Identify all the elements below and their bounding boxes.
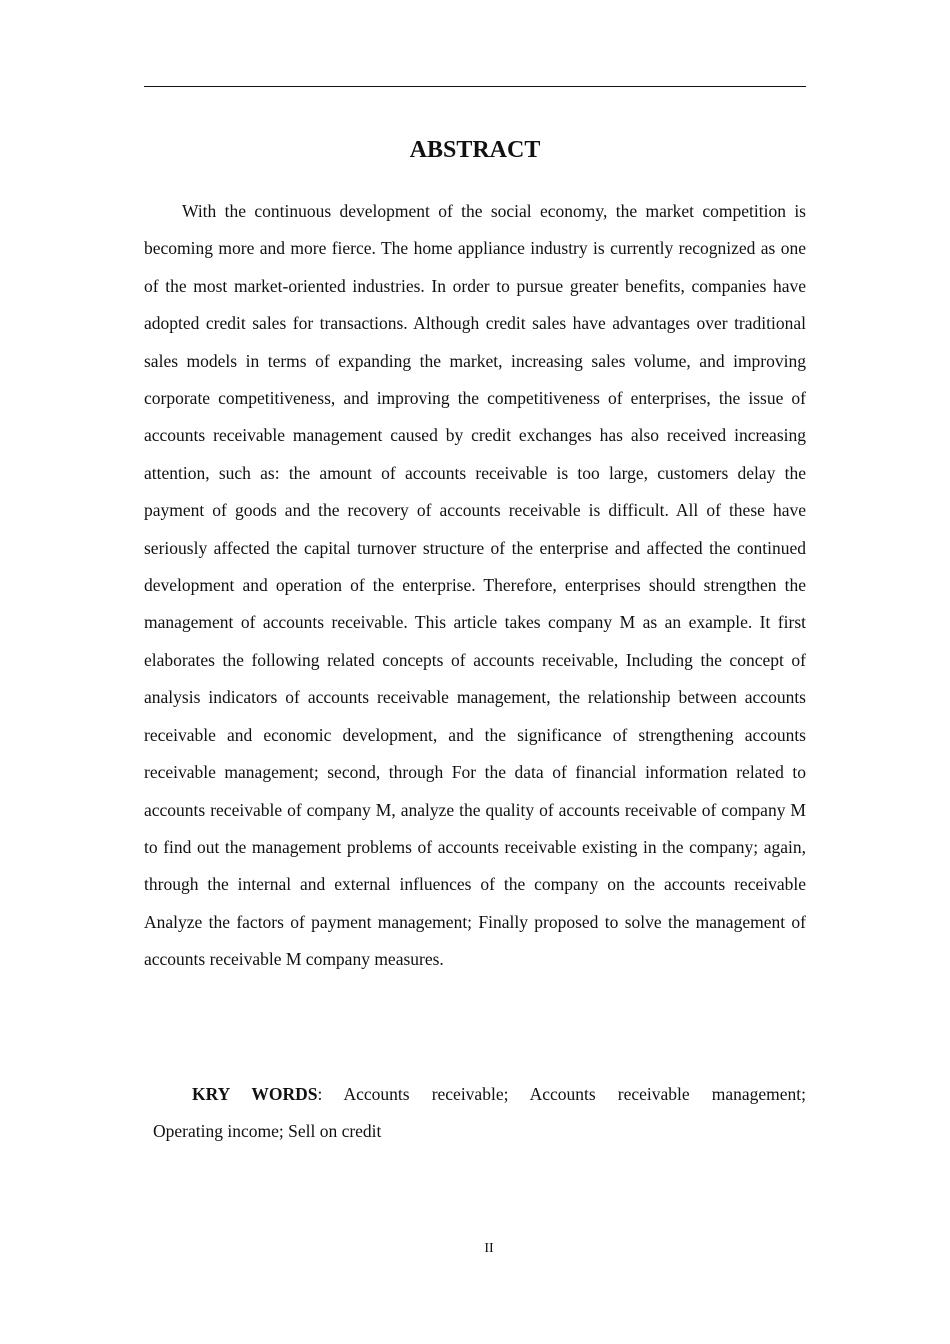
keywords-block [144, 1076, 806, 1151]
keywords-line-1 [144, 1076, 806, 1113]
abstract-paragraph: With the continuous development of the social economy, the market competition is becoming more and more fierce. The home appliance industry is currently recognized as one of the most market-oriented industries. In order to pursue greater benefits, companies have adopted credit sales for transactions. Although credit sales have advantages over traditional sales models in terms of expanding the market, increasing sales volume, and improving corporate competitiveness, and improving the competitiveness of enterprises, the issue of accounts receivable management caused by credit exchanges has also received increasing attention, such as: the amount of accounts receivable is too large, customers delay the payment of goods and the recovery of accounts receivable is difficult. All of these have seriously affected the capital turnover structure of the enterprise and affected the continued development and operation of the enterprise. Therefore, enterprises should strengthen the management of accounts receivable. This article takes company M as an example. It first elaborates the following related concepts of accounts receivable, Including the concept of analysis indicators of accounts receivable management, the relationship between accounts receivable and economic development, and the significance of strengthening accounts receivable management; second, through For the data of financial information related to accounts receivable of company M, analyze the quality of accounts receivable of company M to find out the management problems of accounts receivable existing in the company; again, through the internal and external influences of the company on the accounts receivable Analyze the factors of payment management; Finally proposed to solve the management of accounts receivable M company measures. [144, 201, 806, 970]
header-rule [144, 86, 806, 87]
page-number: II [484, 1241, 494, 1256]
keywords-text-1: Accounts receivable; Accounts receivable management; [322, 1084, 806, 1104]
keywords-separator: : [317, 1084, 323, 1104]
keywords-label: KRY WORDS [192, 1084, 318, 1104]
page-title: ABSTRACT [409, 137, 541, 163]
keywords-line-2: Operating income; Sell on credit [153, 1121, 382, 1142]
